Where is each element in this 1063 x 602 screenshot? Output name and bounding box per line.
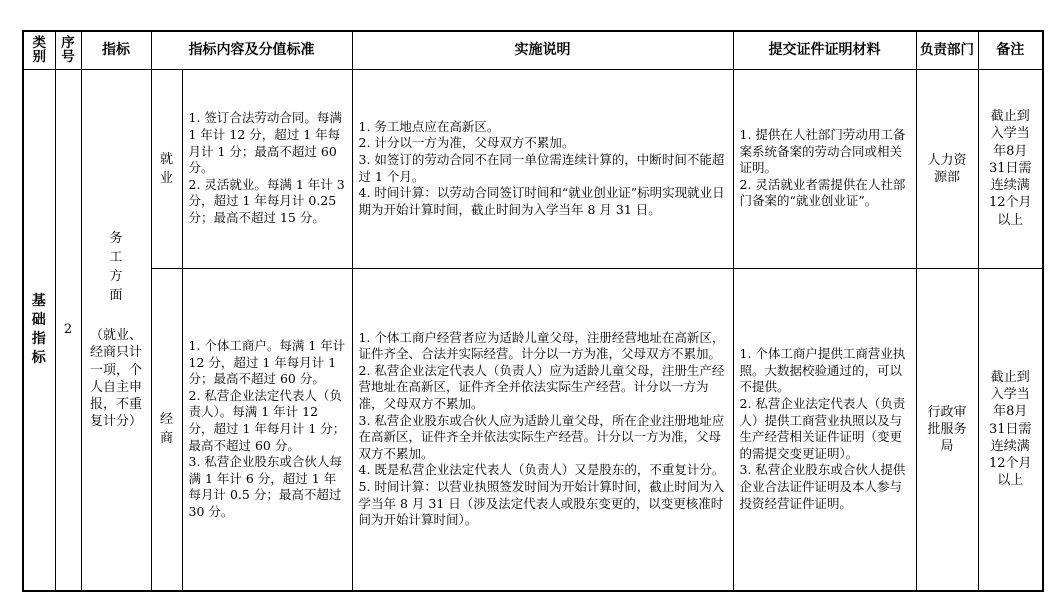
- list-item: 4. 既是私营企业法定代表人（负责人）又是股东的，不重复计分。: [358, 462, 725, 478]
- list-item: 1. 务工地点应在高新区。: [358, 118, 500, 134]
- list-item: 1. 个体工商户经营者应为适龄儿童父母，注册经营地址在高新区，证件齐全、合法并实际经营。计分以一方为准，父母双方不累加。: [358, 329, 725, 362]
- list-item: 4. 时间计算：以劳动合同签订时间和“就业创业证”标明实现就业日期为开始计算时间，截止时间为入学当年 8 月 31 日。: [358, 185, 725, 217]
- header-remarks: 备注: [978, 31, 1043, 69]
- sub-employment: [151, 69, 182, 268]
- header-category: 类别: [23, 31, 55, 69]
- list-item: 1. 个体工商户提供工商营业执照。大数据校验通过的，可以不提供。: [739, 346, 906, 395]
- indicator-note: （就业、经商只计一项，个人自主申报，不重复计分）: [89, 328, 142, 430]
- policy-table-wrapper: [22, 30, 1044, 592]
- header-indicator: 指标: [81, 31, 151, 69]
- business-materials: [733, 268, 916, 591]
- list-item: 3. 私营企业股东或合伙人提供企业合法证件证明及本人参与投资经营证件证明。: [739, 462, 906, 511]
- sub-employment-label: 就业: [159, 151, 173, 186]
- list-item: 3. 如签订的劳动合同不在同一单位需连续计算的，中断时间不能超过 1 个月。: [358, 151, 725, 184]
- table-row-business: [23, 268, 1043, 591]
- list-item: 1. 个体工商户。每满 1 年计 12 分，超过 1 年每月计 1 分；最高不超过 60 分。: [188, 337, 346, 387]
- category-cell: [23, 69, 55, 591]
- list-item: 1. 签订合法劳动合同。每满 1 年计 12 分，超过 1 年每月计 1 分；最高不超过 60 分。: [188, 110, 342, 176]
- scoring-table: [22, 30, 1044, 592]
- list-item: 2. 灵活就业。每满 1 年计 3 分，超过 1 年每月计 0.25 分；最高不超过 15 分。: [188, 176, 345, 225]
- employment-remarks: 截止到入学当年8月31日需连续满12个月以上: [978, 69, 1043, 268]
- header-implementation: 实施说明: [352, 31, 733, 69]
- business-criteria: [182, 268, 352, 591]
- business-department: 行政审批服务局: [916, 268, 978, 591]
- list-item: 2. 私营企业法定代表人（负责人）应为适龄儿童父母，注册生产经营地址在高新区，证件齐全并依法实际生产经营。计分以一方为准，父母双方不累加。: [358, 362, 725, 412]
- indicator-cell: [81, 69, 151, 591]
- list-item: 2. 私营企业法定代表人（负责人）提供工商营业执照以及与生产经营相关证件证明（变更的需提交变更证明）。: [739, 396, 906, 461]
- list-item: 2. 计分以一方为准，父母双方不累加。: [358, 135, 575, 151]
- employment-criteria: [182, 69, 352, 268]
- sub-business-label: 经商: [159, 412, 173, 447]
- employment-materials: [733, 69, 916, 268]
- header-materials: 提交证件证明材料: [733, 31, 916, 69]
- header-seq: 序号: [55, 31, 81, 69]
- table-row-employment: [23, 69, 1043, 268]
- sub-business: [151, 268, 182, 591]
- header-criteria: 指标内容及分值标准: [151, 31, 352, 69]
- list-item: 3. 私营企业股东或合伙人每满 1 年计 6 分，超过 1 年每月计 0.5 分；最高不超过 30 分。: [188, 454, 342, 519]
- list-item: 2. 灵活就业者需提供在人社部门备案的“就业创业证”。: [739, 176, 906, 209]
- list-item: 1. 提供在人社部门劳动用工备案系统备案的劳动合同或相关证明。: [739, 127, 906, 176]
- header-department: 负责部门: [916, 31, 978, 69]
- header-row: [23, 31, 1043, 69]
- list-item: 5. 时间计算：以营业执照签发时间为开始计算时间，截止时间为入学当年 8 月 31 日（涉及法定代表人或股东变更的，以变更核准时间为开始计算时间）。: [358, 479, 725, 528]
- seq-cell: 2: [55, 69, 81, 591]
- list-item: 3. 私营企业股东或合伙人应为适龄儿童父母，所在企业注册地址应在高新区，证件齐全并依法实际生产经营。计分以一方为准，父母双方不累加。: [358, 412, 725, 461]
- business-remarks: 截止到入学当年8月31日需连续满12个月以上: [978, 268, 1043, 591]
- employment-implementation: [352, 69, 733, 268]
- business-implementation: [352, 268, 733, 591]
- indicator-title: 务工方面: [109, 231, 123, 304]
- employment-department: 人力资源部: [916, 69, 978, 268]
- list-item: 2. 私营企业法定代表人（负责人）。每满 1 年计 12 分，超过 1 年每月计 1 分；最高不超过 60 分。: [188, 387, 346, 453]
- category-label: 基础指标: [31, 292, 47, 366]
